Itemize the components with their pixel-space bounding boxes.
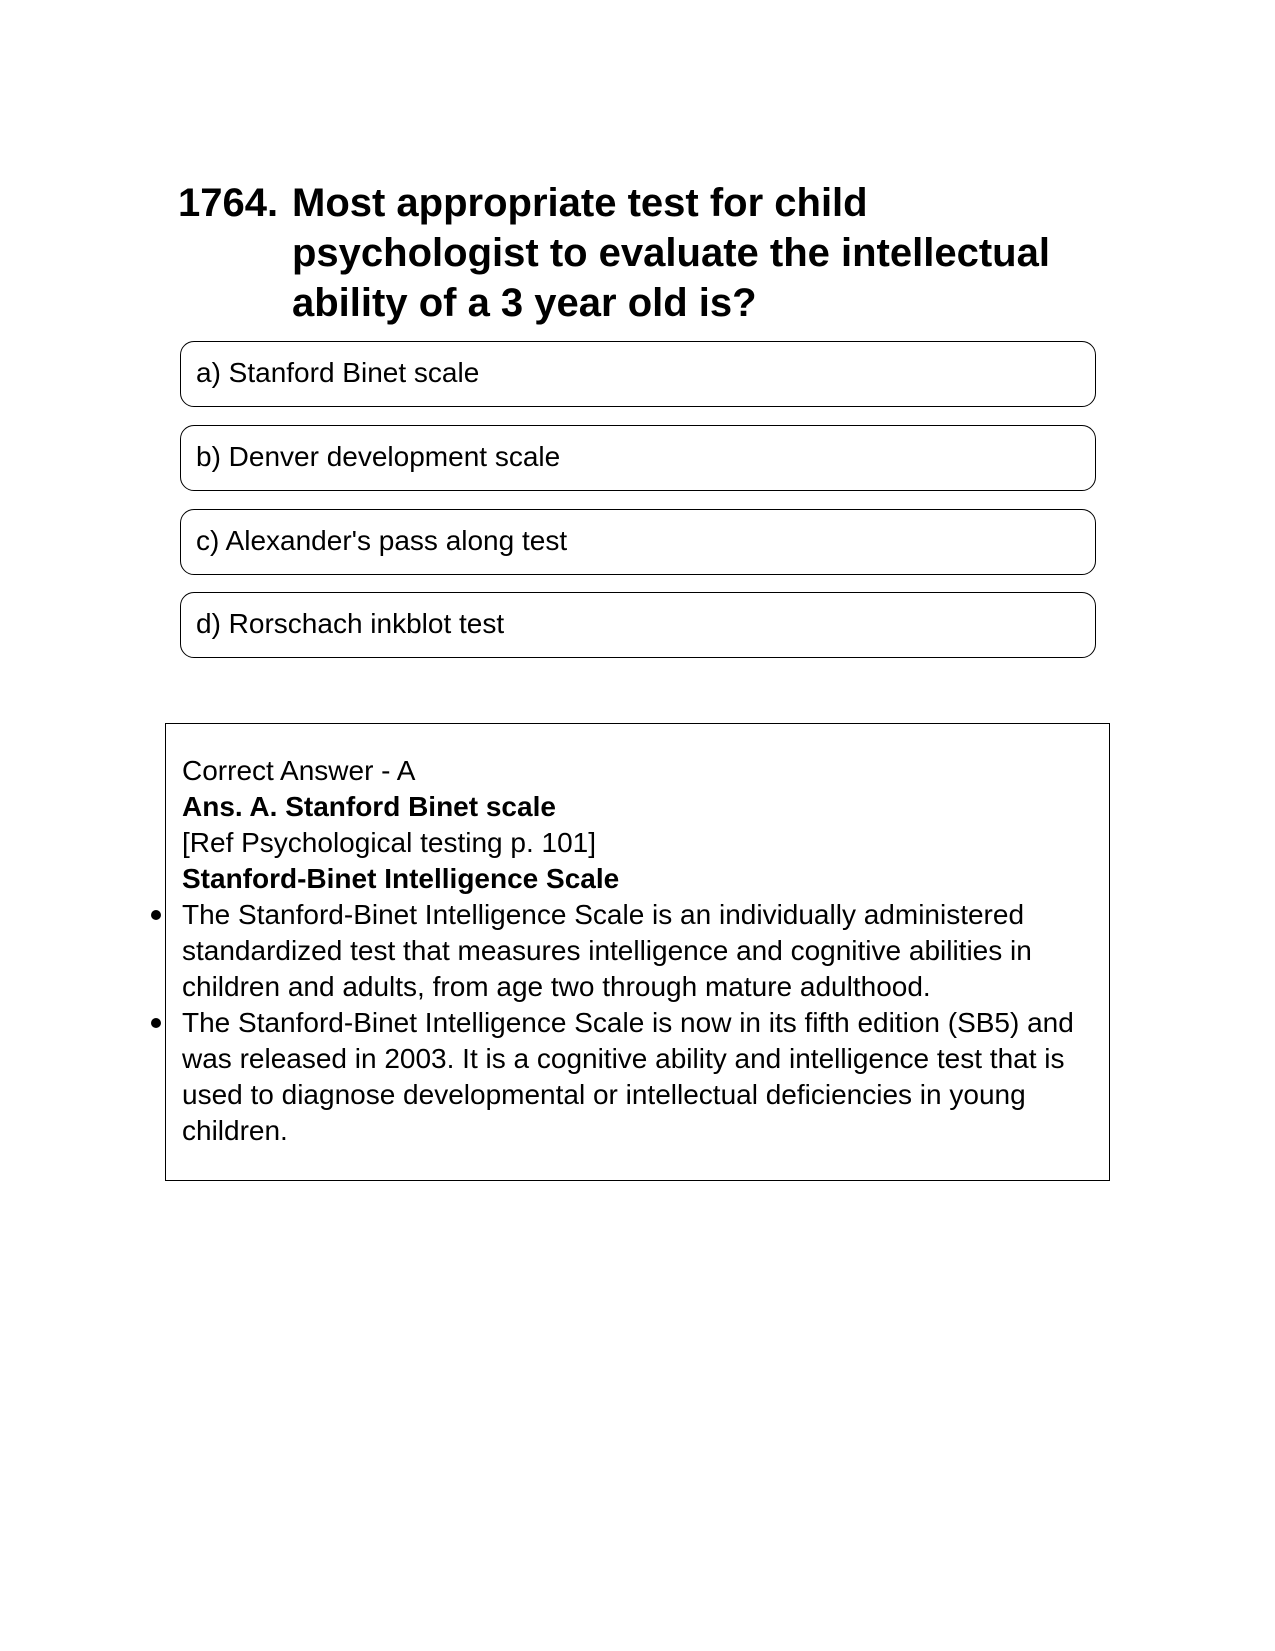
explanation-bullet-text: The Stanford-Binet Intelligence Scale is an individually administered standardized test that measures intelligence and cognitive abilities in children and adults, from age two through mature adulthood. (182, 899, 1032, 1002)
option-c[interactable]: c) Alexander's pass along test (180, 509, 1096, 575)
question-text: Most appropriate test for child psychologist to evaluate the intellectual ability of a 3 year old is? (292, 181, 1050, 325)
explanation-heading: Stanford-Binet Intelligence Scale (182, 863, 620, 894)
explanation-bullet-text: The Stanford-Binet Intelligence Scale is now in its fifth edition (SB5) and was released in 2003. It is a cognitive ability and intelligence test that is used to diagnose developmental or intellectual deficiencies in young children. (182, 1007, 1074, 1146)
explanation-bullet (182, 1005, 1109, 1149)
correct-answer-text: Correct Answer - A (182, 755, 416, 786)
bullet-icon (151, 1018, 161, 1028)
option-d[interactable]: d) Rorschach inkblot test (180, 592, 1096, 658)
option-a[interactable]: a) Stanford Binet scale (180, 341, 1096, 407)
bullet-icon (151, 910, 161, 920)
answer-line: Ans. A. Stanford Binet scale (182, 791, 556, 822)
explanation-bullet (182, 897, 1109, 1005)
answer-explanation-box (165, 723, 1110, 1181)
reference-text: [Ref Psychological testing p. 101] (182, 827, 597, 858)
option-b[interactable]: b) Denver development scale (180, 425, 1096, 491)
question-heading (178, 178, 1098, 328)
question-number: 1764. (178, 181, 279, 225)
explanation-bullet-list (182, 897, 1109, 1149)
